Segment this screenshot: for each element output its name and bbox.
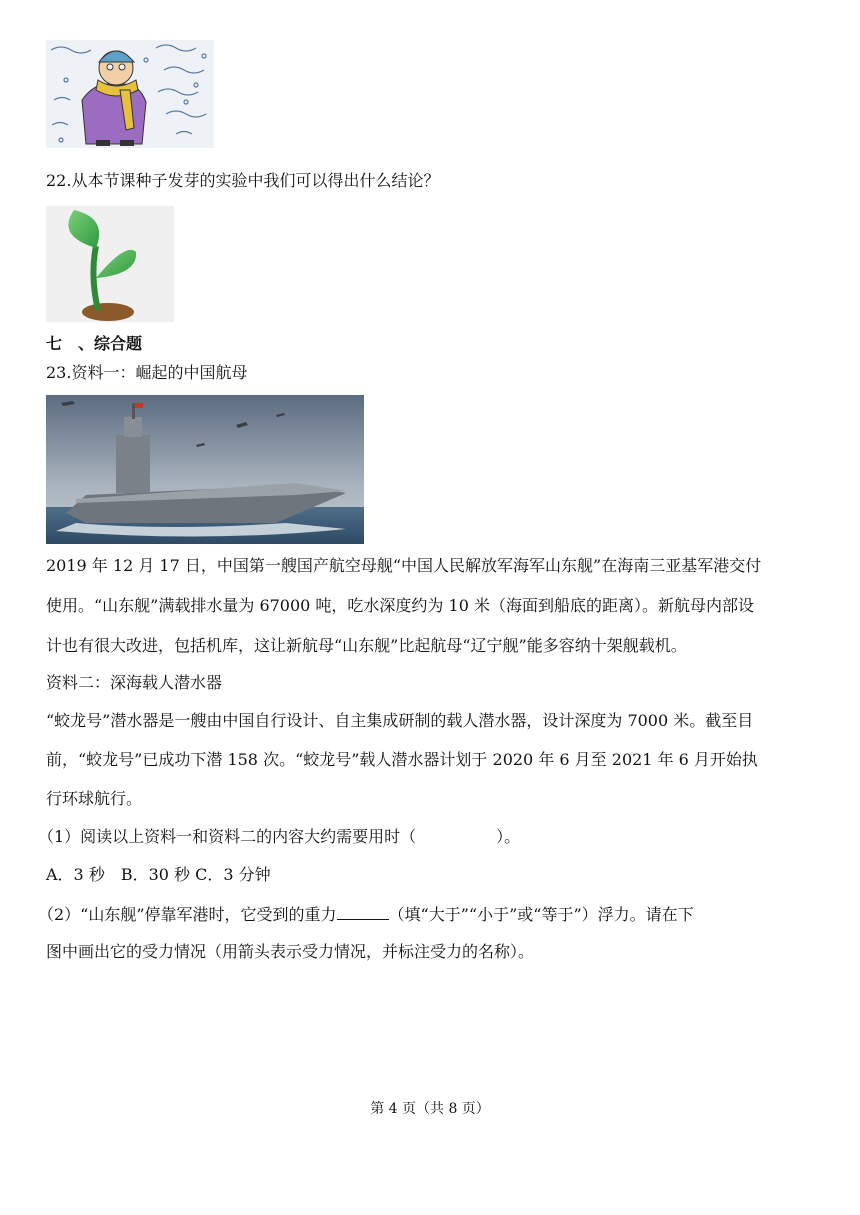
aircraft-carrier-photo bbox=[46, 395, 364, 544]
cold-person-illustration bbox=[46, 40, 214, 148]
subquestion-2 bbox=[38, 904, 694, 925]
material1-line-1: 2019 年 12 月 17 日，中国第一艘国产航空母舰“中国人民解放军海军山东舰”在海南三亚基军港交付 bbox=[46, 556, 762, 575]
material2-line-2: 前，“蛟龙号”已成功下潜 158 次。“蛟龙号”载人潜水器计划于 2020 年 6 月至 2021 年 6 月开始执 bbox=[46, 750, 758, 769]
material2-line-3: 行环球航行。 bbox=[46, 789, 143, 808]
subquestion-2-line-2: 图中画出它的受力情况（用箭头表示受力情况，并标注受力的名称）。 bbox=[46, 942, 535, 961]
material2-line-1: “蛟龙号”潜水器是一艘由中国自行设计、自主集成研制的载人潜水器，设计深度为 7000 米。截至目 bbox=[46, 711, 754, 730]
material1-line-3: 计也有很大改进，包括机库，这让新航母“山东舰”比起航母“辽宁舰”能多容纳十架舰载机。 bbox=[46, 636, 687, 655]
material2-title: 资料二：深海载人潜水器 bbox=[46, 673, 223, 692]
question-22: 22.从本节课种子发芽的实验中我们可以得出什么结论？ bbox=[46, 171, 440, 190]
subquestion-1: （1）阅读以上资料一和资料二的内容大约需要用时（ ）。 bbox=[38, 827, 521, 846]
question-23-title: 23.资料一：崛起的中国航母 bbox=[46, 363, 248, 382]
seedling-illustration bbox=[46, 206, 174, 322]
section-7-heading: 七 、综合题 bbox=[46, 334, 143, 353]
page-footer: 第 4 页（共 8 页） bbox=[370, 1101, 490, 1117]
subquestion-2-text-before: （2）“山东舰”停靠军港时，它受到的重力 bbox=[38, 905, 337, 924]
subquestion-2-text-after: （填“大于”“小于”或“等于”）浮力。请在下 bbox=[388, 905, 694, 924]
material1-line-2: 使用。“山东舰”满载排水量为 67000 吨，吃水深度约为 10 米（海面到船底的距离）。新航母内部设 bbox=[46, 596, 754, 615]
subquestion-1-options: A．3 秒 B．30 秒 C．3 分钟 bbox=[46, 865, 271, 884]
answer-blank[interactable] bbox=[337, 904, 389, 920]
